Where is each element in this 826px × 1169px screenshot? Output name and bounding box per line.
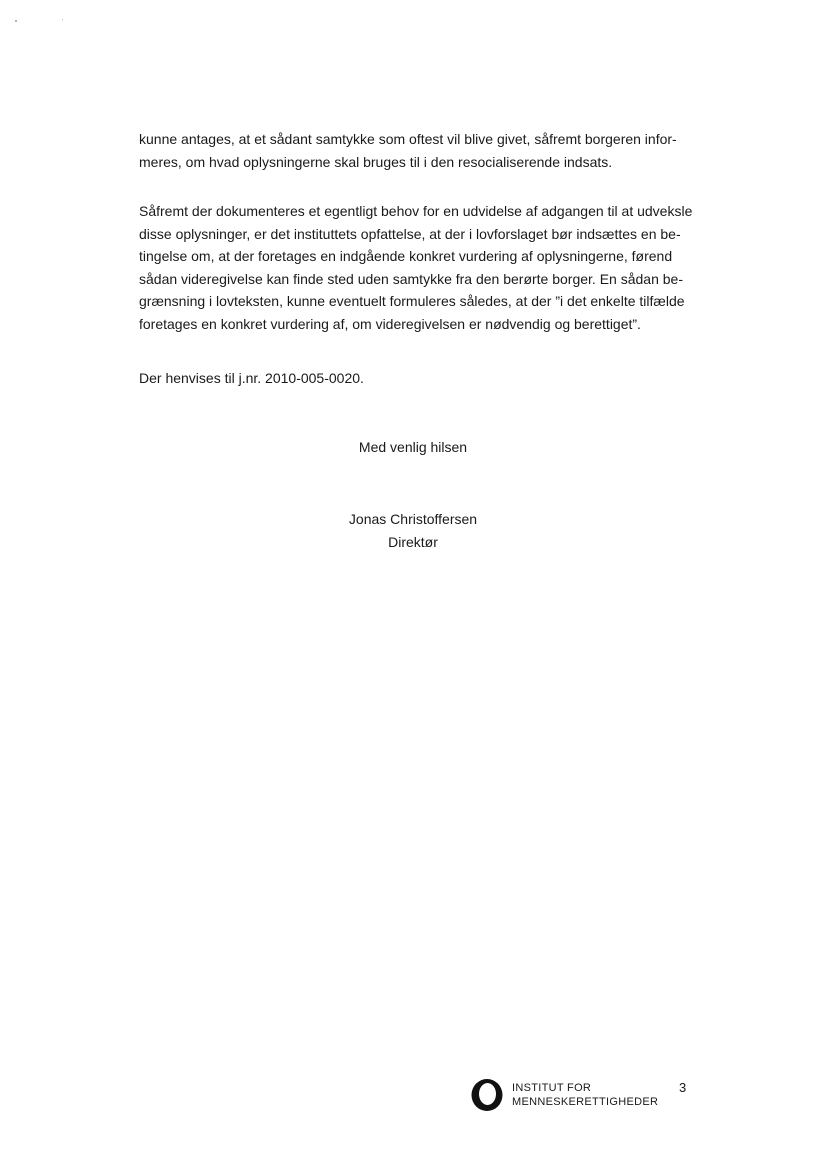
paragraph-line: tingelse om, at der foretages en indgående konkret vurdering af oplysningerne, førend [139, 248, 673, 265]
paragraph-line: grænsning i lovteksten, kunne eventuelt formuleres således, at der ”i det enkelte tilfælde [139, 293, 685, 310]
logo-line-2: MENNESKERETTIGHEDER [512, 1096, 659, 1108]
paragraph-line: disse oplysninger, er det instituttets opfattelse, at der i lovforslaget bør indsættes en be- [139, 225, 681, 242]
closing-greeting: Med venlig hilsen [358, 439, 468, 455]
logo-wordmark [512, 1081, 658, 1109]
signer-name: Jonas Christoffersen [348, 511, 478, 527]
signer-title: Direktør [388, 533, 438, 550]
signature-block [0, 508, 826, 553]
reference-line: Der henvises til j.nr. 2010-005-0020. [139, 370, 364, 386]
paragraph-line: meres, om hvad oplysningerne skal bruges til i den resocialiserende indsats. [139, 153, 613, 170]
scan-speck [15, 20, 17, 22]
paragraph-1 [139, 128, 684, 173]
paragraph-line: Såfremt der dokumenteres et egentligt behov for en udvidelse af adgangen til at udveksle [139, 203, 693, 219]
page-number: 3 [679, 1080, 687, 1095]
scan-speck [62, 19, 63, 20]
institute-ring-logo-icon [470, 1078, 504, 1112]
paragraph-3 [139, 367, 684, 390]
paragraph-line: sådan videregivelse kan finde sted uden samtykke fra den berørte borger. En sådan be- [139, 270, 683, 287]
paragraph-line: kunne antages, at et sådant samtykke som oftest vil blive givet, såfremt borgeren infor- [139, 131, 677, 147]
paragraph-2 [139, 200, 693, 336]
logo-line-1: INSTITUT FOR [512, 1082, 592, 1094]
paragraph-line: foretages en konkret vurdering af, om videregivelsen er nødvendig og berettiget”. [139, 315, 641, 332]
institute-logo [470, 1078, 658, 1112]
